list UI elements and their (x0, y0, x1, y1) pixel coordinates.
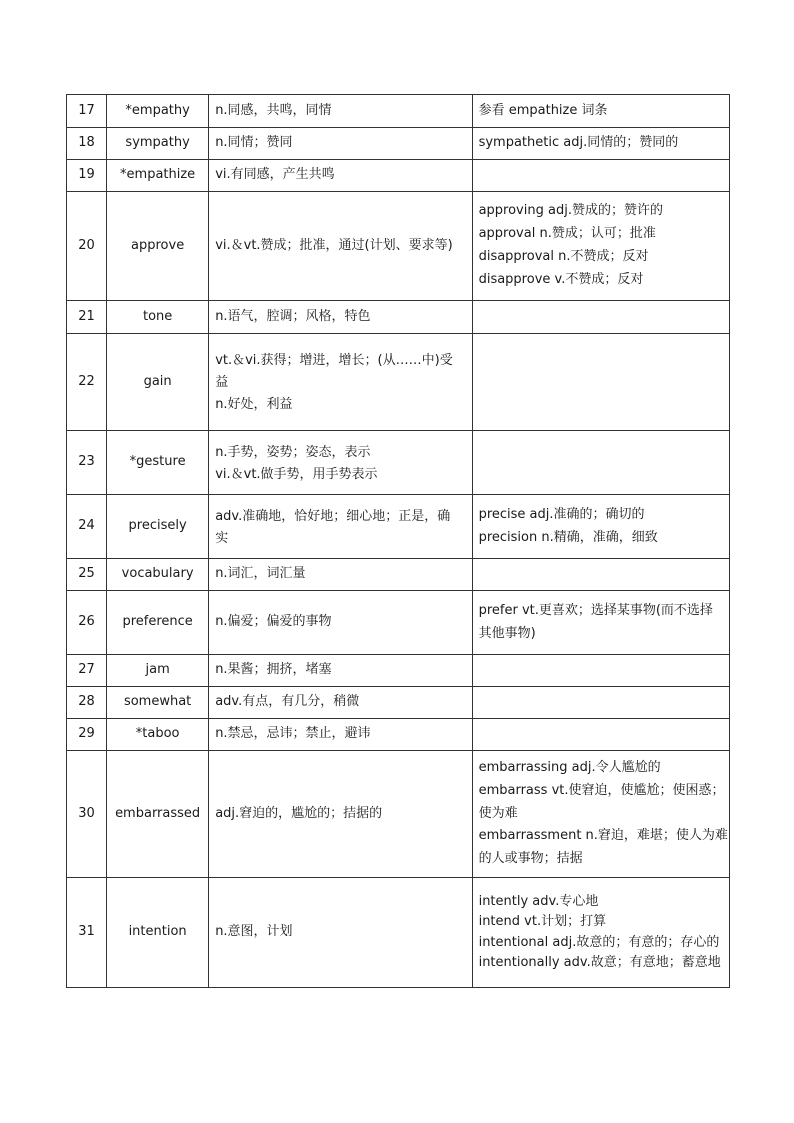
table-row (67, 192, 730, 301)
meaning-line: vi.＆vt.赞成；批准，通过(计划、要求等) (215, 237, 453, 253)
entry-meaning (209, 431, 472, 495)
table-row (67, 301, 730, 334)
table-row (67, 95, 730, 128)
entry-number: 30 (67, 751, 107, 878)
table-row (67, 334, 730, 431)
entry-meaning (209, 160, 472, 192)
entry-word: gain (107, 334, 209, 431)
table-row (67, 719, 730, 751)
entry-number: 17 (67, 95, 107, 128)
meaning-line: 益 (215, 375, 229, 391)
related-form-line: disapproval n.不赞成；反对 (478, 249, 649, 264)
meaning-line: 实 (215, 530, 229, 546)
entry-number: 27 (67, 655, 107, 687)
entry-related-forms (472, 591, 729, 655)
related-form-line: prefer vt.更喜欢；选择某事物(而不选择 (478, 602, 713, 618)
table-row (67, 591, 730, 655)
entry-meaning (209, 301, 472, 334)
entry-meaning (209, 95, 472, 128)
meaning-line: n.同情；赞同 (215, 135, 293, 151)
related-form-line: 其他事物) (478, 625, 536, 641)
entry-number: 19 (67, 160, 107, 192)
entry-related-forms (472, 655, 729, 687)
related-form-line: embarrass vt.使窘迫，使尴尬；使困惑； (478, 782, 725, 798)
table-row (67, 128, 730, 160)
entry-meaning (209, 591, 472, 655)
entry-word: somewhat (107, 687, 209, 719)
entry-number: 29 (67, 719, 107, 751)
entry-meaning (209, 495, 472, 559)
entry-number: 25 (67, 559, 107, 591)
meaning-line: n.语气，腔调；风格，特色 (215, 308, 371, 324)
entry-number: 28 (67, 687, 107, 719)
related-form-line: embarrassment n.窘迫，难堪；使人为难 (478, 828, 728, 844)
entry-number: 21 (67, 301, 107, 334)
entry-related-forms (472, 128, 729, 160)
related-form-line: intently adv.专心地 (478, 894, 599, 910)
table-row (67, 160, 730, 192)
meaning-line: adj.窘迫的，尴尬的；拮据的 (215, 805, 383, 821)
related-form-line: precise adj.准确的；确切的 (478, 506, 645, 522)
entry-number: 24 (67, 495, 107, 559)
related-form-line: 参看 empathize 词条 (478, 102, 608, 118)
entry-number: 18 (67, 128, 107, 160)
table-row (67, 655, 730, 687)
entry-related-forms (472, 719, 729, 751)
entry-related-forms (472, 192, 729, 301)
related-form-line: approving adj.赞成的；赞许的 (478, 203, 663, 219)
meaning-line: adv.有点，有几分，稍微 (215, 694, 360, 710)
related-form-line: embarrassing adj.令人尴尬的 (478, 759, 661, 775)
meaning-line: n.果酱；拥挤，堵塞 (215, 662, 332, 678)
entry-meaning (209, 719, 472, 751)
entry-related-forms (472, 160, 729, 192)
meaning-line: n.词汇，词汇量 (215, 566, 306, 582)
meaning-line: vi.有同感，产生共鸣 (215, 167, 335, 183)
entry-word: *gesture (107, 431, 209, 495)
entry-related-forms (472, 559, 729, 591)
entry-word: *taboo (107, 719, 209, 751)
entry-meaning (209, 334, 472, 431)
entry-number: 31 (67, 878, 107, 988)
entry-related-forms (472, 95, 729, 128)
meaning-line: n.意图，计划 (215, 924, 293, 940)
meaning-line: adv.准确地，恰好地；细心地；正是，确 (215, 508, 451, 524)
entry-word: tone (107, 301, 209, 334)
meaning-line: n.偏爱；偏爱的事物 (215, 614, 332, 630)
meaning-line: n.同感，共鸣，同情 (215, 102, 332, 118)
entry-related-forms (472, 495, 729, 559)
entry-word: *empathize (107, 160, 209, 192)
vocabulary-table-body (67, 95, 730, 988)
entry-related-forms (472, 687, 729, 719)
table-row (67, 495, 730, 559)
entry-meaning (209, 559, 472, 591)
table-row (67, 751, 730, 878)
entry-related-forms (472, 334, 729, 431)
meaning-line: n.手势，姿势；姿态，表示 (215, 444, 371, 460)
entry-number: 23 (67, 431, 107, 495)
entry-meaning (209, 878, 472, 988)
entry-word: preference (107, 591, 209, 655)
vocabulary-table (66, 94, 730, 988)
entry-meaning (209, 655, 472, 687)
table-row (67, 431, 730, 495)
entry-related-forms (472, 751, 729, 878)
entry-meaning (209, 687, 472, 719)
meaning-line: n.禁忌，忌讳；禁止，避讳 (215, 726, 371, 742)
entry-word: sympathy (107, 128, 209, 160)
entry-number: 26 (67, 591, 107, 655)
related-form-line: intend vt.计划；打算 (478, 914, 607, 930)
entry-word: intention (107, 878, 209, 988)
related-form-line: 的人或事物；拮据 (478, 851, 583, 867)
entry-number: 20 (67, 192, 107, 301)
entry-word: vocabulary (107, 559, 209, 591)
table-row (67, 687, 730, 719)
entry-word: *empathy (107, 95, 209, 128)
entry-related-forms (472, 301, 729, 334)
meaning-line: n.好处，利益 (215, 396, 293, 412)
related-form-line: 使为难 (478, 805, 518, 821)
table-row (67, 559, 730, 591)
entry-related-forms (472, 431, 729, 495)
meaning-line: vi.＆vt.做手势，用手势表示 (215, 466, 378, 482)
entry-word: jam (107, 655, 209, 687)
meaning-line: vt.＆vi.获得；增进，增长；(从……中)受 (215, 353, 453, 369)
related-form-line: approval n.赞成；认可；批准 (478, 226, 656, 242)
entry-meaning (209, 751, 472, 878)
entry-related-forms (472, 878, 729, 988)
related-form-line: disapprove v.不赞成；反对 (478, 271, 644, 287)
related-form-line: precision n.精确，准确，细致 (478, 529, 658, 545)
table-row (67, 878, 730, 988)
entry-number: 22 (67, 334, 107, 431)
related-form-line: intentional adj.故意的；有意的；存心的 (478, 934, 720, 950)
related-form-line: intentionally adv.故意；有意地；蓄意地 (478, 954, 721, 970)
entry-word: embarrassed (107, 751, 209, 878)
entry-word: precisely (107, 495, 209, 559)
related-form-line: sympathetic adj.同情的；赞同的 (478, 135, 679, 151)
entry-word: approve (107, 192, 209, 301)
entry-meaning (209, 192, 472, 301)
entry-meaning (209, 128, 472, 160)
